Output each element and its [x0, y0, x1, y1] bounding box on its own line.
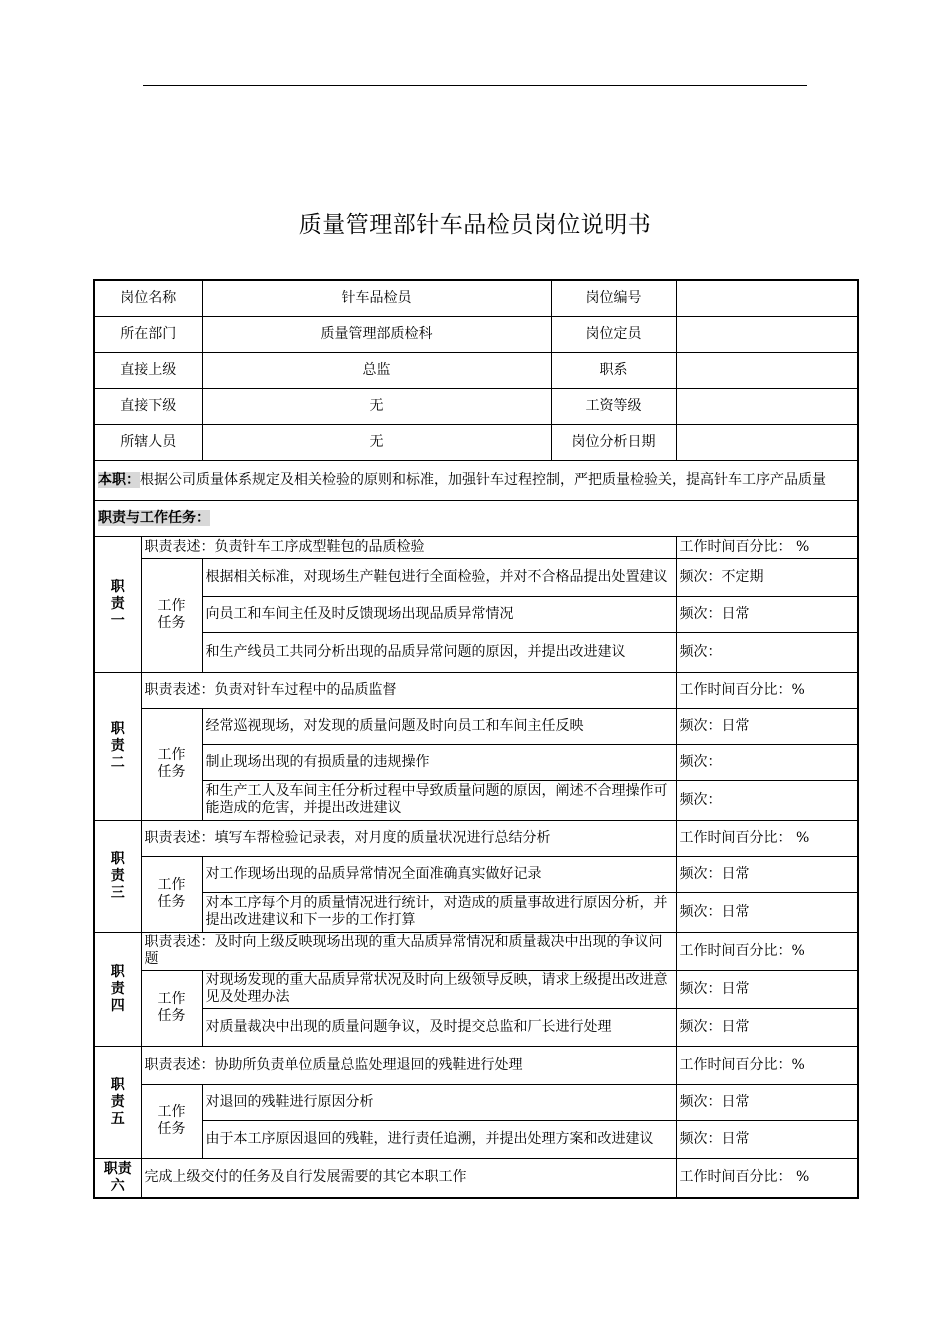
duty-percent: 工作时间百分比：% — [676, 672, 858, 708]
info-row — [94, 280, 858, 316]
duty-label: 职责 六 — [94, 1158, 141, 1198]
duty-description: 完成上级交付的任务及自行发展需要的其它本职工作 — [141, 1158, 676, 1198]
task-text: 和生产工人及车间主任分析过程中导致质量问题的原因，阐述不合理操作可能造成的危害，并提出改进建议 — [202, 780, 676, 820]
task-text: 对质量裁决中出现的质量问题争议，及时提交总监和厂长进行处理 — [202, 1008, 676, 1046]
task-label: 工作 任务 — [141, 1084, 202, 1158]
task-text: 和生产线员工共同分析出现的品质异常问题的原因，并提出改进建议 — [202, 632, 676, 672]
task-frequency: 频次： — [676, 744, 858, 780]
duty-percent: 工作时间百分比：% — [676, 932, 858, 970]
duty-label: 职 责 一 — [94, 536, 141, 672]
task-text: 经常巡视现场，对发现的质量问题及时向员工和车间主任反映 — [202, 708, 676, 744]
info-value — [676, 424, 858, 460]
task-row — [94, 856, 858, 892]
task-frequency: 频次：日常 — [676, 970, 858, 1008]
info-value — [676, 388, 858, 424]
info-row — [94, 388, 858, 424]
page-title: 质量管理部针车品检员岗位说明书 — [298, 212, 652, 238]
task-row — [94, 970, 858, 1008]
info-value: 无 — [202, 388, 551, 424]
info-label: 职系 — [551, 352, 676, 388]
info-value — [676, 316, 858, 352]
info-value — [676, 280, 858, 316]
duty-percent: 工作时间百分比： % — [676, 820, 858, 856]
duties-heading: 职责与工作任务： — [98, 509, 210, 526]
task-label: 工作 任务 — [141, 708, 202, 820]
task-row — [94, 632, 858, 672]
duty-description: 职责表述：及时向上级反映现场出现的重大品质异常情况和质量裁决中出现的争议问题 — [141, 932, 676, 970]
task-text: 由于本工序原因退回的残鞋，进行责任追溯，并提出处理方案和改进建议 — [202, 1120, 676, 1158]
duty-description-row — [94, 820, 858, 856]
task-text: 向员工和车间主任及时反馈现场出现品质异常情况 — [202, 596, 676, 632]
info-value — [676, 352, 858, 388]
task-row — [94, 780, 858, 820]
duty-description-row — [94, 672, 858, 708]
task-row — [94, 892, 858, 932]
info-label: 所辖人员 — [94, 424, 202, 460]
summary-row — [94, 460, 858, 500]
info-value: 总监 — [202, 352, 551, 388]
duty-description: 职责表述：负责对针车过程中的品质监督 — [141, 672, 676, 708]
summary-cell — [94, 460, 858, 500]
info-row — [94, 352, 858, 388]
task-row — [94, 1120, 858, 1158]
info-label: 岗位编号 — [551, 280, 676, 316]
duty-percent: 工作时间百分比： % — [676, 536, 858, 558]
task-frequency: 频次：日常 — [676, 1120, 858, 1158]
header-rule — [143, 85, 807, 86]
task-row — [94, 596, 858, 632]
task-row — [94, 1008, 858, 1046]
duty-percent: 工作时间百分比： % — [676, 1158, 858, 1198]
task-frequency: 频次：日常 — [676, 1008, 858, 1046]
duties-heading-cell — [94, 500, 858, 536]
task-text: 对现场发现的重大品质异常状况及时向上级领导反映，请求上级提出改进意见及处理办法 — [202, 970, 676, 1008]
task-frequency: 频次： — [676, 632, 858, 672]
info-row — [94, 316, 858, 352]
duty-description: 职责表述：填写车帮检验记录表，对月度的质量状况进行总结分析 — [141, 820, 676, 856]
task-label: 工作 任务 — [141, 558, 202, 672]
info-label: 岗位名称 — [94, 280, 202, 316]
info-value: 无 — [202, 424, 551, 460]
task-frequency: 频次： — [676, 780, 858, 820]
info-label: 所在部门 — [94, 316, 202, 352]
summary-label: 本职： — [98, 471, 140, 488]
info-value: 质量管理部质检科 — [202, 316, 551, 352]
duty-label: 职 责 五 — [94, 1046, 141, 1158]
task-row — [94, 744, 858, 780]
task-frequency: 频次：日常 — [676, 708, 858, 744]
info-label: 直接上级 — [94, 352, 202, 388]
duty-description: 职责表述：协助所负责单位质量总监处理退回的残鞋进行处理 — [141, 1046, 676, 1084]
task-text: 对工作现场出现的品质异常情况全面准确真实做好记录 — [202, 856, 676, 892]
task-text: 对退回的残鞋进行原因分析 — [202, 1084, 676, 1120]
task-frequency: 频次：不定期 — [676, 558, 858, 596]
duty-description-row — [94, 932, 858, 970]
duty-label: 职 责 三 — [94, 820, 141, 932]
task-row — [94, 708, 858, 744]
duty-label: 职 责 二 — [94, 672, 141, 820]
duties-heading-row — [94, 500, 858, 536]
task-label: 工作 任务 — [141, 970, 202, 1046]
info-label: 直接下级 — [94, 388, 202, 424]
task-text: 对本工序每个月的质量情况进行统计，对造成的质量事故进行原因分析，并提出改进建议和下一步的工作打算 — [202, 892, 676, 932]
info-value: 针车品检员 — [202, 280, 551, 316]
duty-description-row — [94, 1158, 858, 1198]
task-text: 制止现场出现的有损质量的违规操作 — [202, 744, 676, 780]
task-frequency: 频次：日常 — [676, 856, 858, 892]
duty-label: 职 责 四 — [94, 932, 141, 1046]
summary-text: 根据公司质量体系规定及相关检验的原则和标准，加强针车过程控制，严把质量检验关，提高针车工序产品质量 — [140, 471, 826, 488]
task-frequency: 频次：日常 — [676, 1084, 858, 1120]
task-frequency: 频次：日常 — [676, 892, 858, 932]
task-text: 根据相关标准，对现场生产鞋包进行全面检验，并对不合格品提出处置建议 — [202, 558, 676, 596]
task-row — [94, 1084, 858, 1120]
task-label: 工作 任务 — [141, 856, 202, 932]
info-label: 岗位定员 — [551, 316, 676, 352]
job-description-table — [93, 279, 859, 1199]
duty-description-row — [94, 536, 858, 558]
info-label: 工资等级 — [551, 388, 676, 424]
duty-description: 职责表述：负责针车工序成型鞋包的品质检验 — [141, 536, 676, 558]
duty-description-row — [94, 1046, 858, 1084]
info-label: 岗位分析日期 — [551, 424, 676, 460]
task-frequency: 频次：日常 — [676, 596, 858, 632]
task-row — [94, 558, 858, 596]
info-row — [94, 424, 858, 460]
duty-percent: 工作时间百分比：% — [676, 1046, 858, 1084]
